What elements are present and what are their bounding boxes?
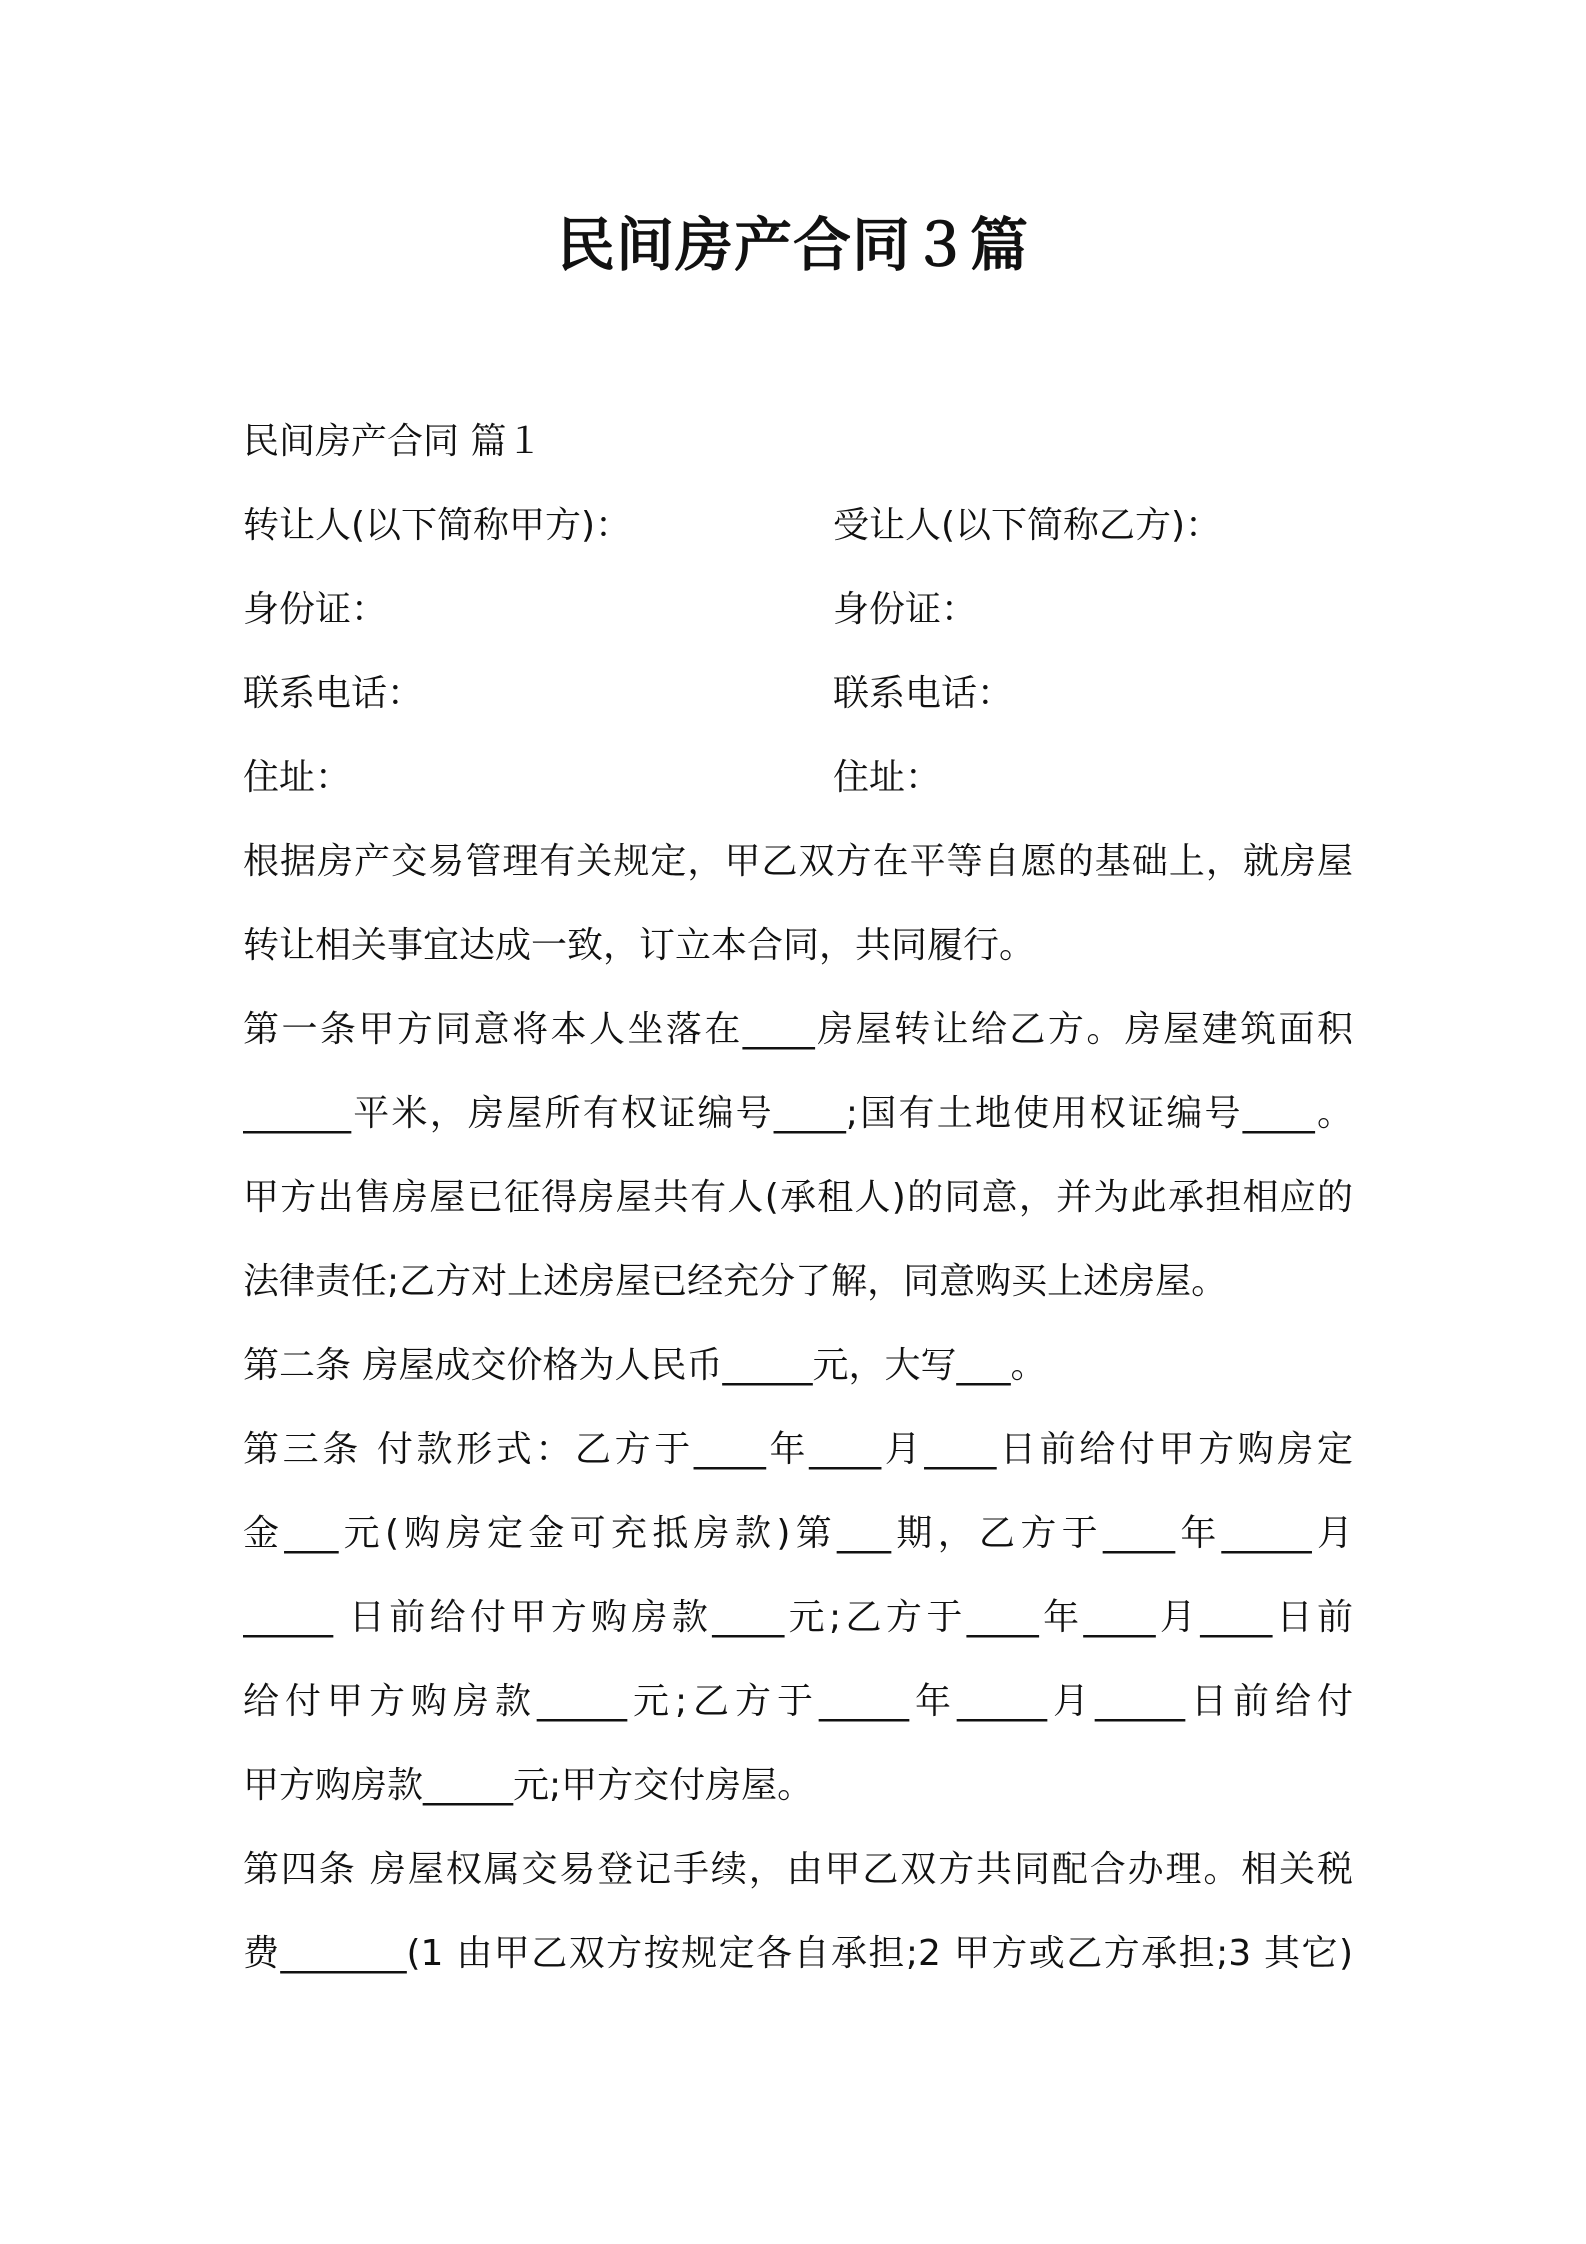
transferor-id-label: 身份证： bbox=[243, 589, 388, 630]
transferor-address-label: 住址： bbox=[243, 757, 352, 798]
party-row-phone bbox=[243, 652, 1353, 736]
transferee-id-label: 身份证： bbox=[833, 589, 978, 630]
transferee-label: 受让人(以下简称乙方)： bbox=[833, 505, 1222, 546]
transferee-phone-label: 联系电话： bbox=[833, 673, 1014, 714]
body-line: 转让相关事宜达成一致，订立本合同，共同履行。 bbox=[243, 925, 1036, 966]
document-title: 民间房产合同３篇 bbox=[556, 211, 1029, 279]
document-body bbox=[243, 400, 1353, 1996]
article-3-line: 给付甲方购房款_____元;乙方于_____年_____月_____日前给付 bbox=[243, 1681, 1353, 1722]
article-3-line: _____ 日前给付甲方购房款____元;乙方于____年____月____日前 bbox=[243, 1597, 1353, 1638]
article-3-line: 第三条 付款形式：乙方于____年____月____日前给付甲方购房定 bbox=[243, 1429, 1353, 1470]
article-3-line: 甲方购房款_____元;甲方交付房屋。 bbox=[243, 1765, 814, 1806]
article-1-line: ______平米，房屋所有权证编号____;国有土地使用权证编号____。 bbox=[243, 1093, 1353, 1134]
article-1-line: 法律责任;乙方对上述房屋已经充分了解，同意购买上述房屋。 bbox=[243, 1261, 1228, 1302]
transferee-address-label: 住址： bbox=[833, 757, 942, 798]
party-row-address bbox=[243, 736, 1353, 820]
section-heading: 民间房产合同 篇１ bbox=[243, 421, 543, 462]
article-1-line: 第一条甲方同意将本人坐落在____房屋转让给乙方。房屋建筑面积 bbox=[243, 1009, 1353, 1050]
party-row-id bbox=[243, 568, 1353, 652]
party-row-name bbox=[243, 484, 1353, 568]
article-2-line: 第二条 房屋成交价格为人民币_____元，大写___。 bbox=[243, 1345, 1047, 1386]
article-4-line: 第四条 房屋权属交易登记手续，由甲乙双方共同配合办理。相关税 bbox=[243, 1849, 1353, 1890]
article-1-line: 甲方出售房屋已征得房屋共有人(承租人)的同意，并为此承担相应的 bbox=[243, 1177, 1353, 1218]
article-4-line: 费_______(1 由甲乙双方按规定各自承担;2 甲方或乙方承担;3 其它) bbox=[243, 1933, 1353, 1974]
transferor-label: 转让人(以下简称甲方)： bbox=[243, 505, 632, 546]
body-line: 根据房产交易管理有关规定，甲乙双方在平等自愿的基础上，就房屋 bbox=[243, 841, 1353, 882]
transferor-phone-label: 联系电话： bbox=[243, 673, 424, 714]
article-3-line: 金___元(购房定金可充抵房款)第___期，乙方于____年_____月 bbox=[243, 1513, 1353, 1554]
